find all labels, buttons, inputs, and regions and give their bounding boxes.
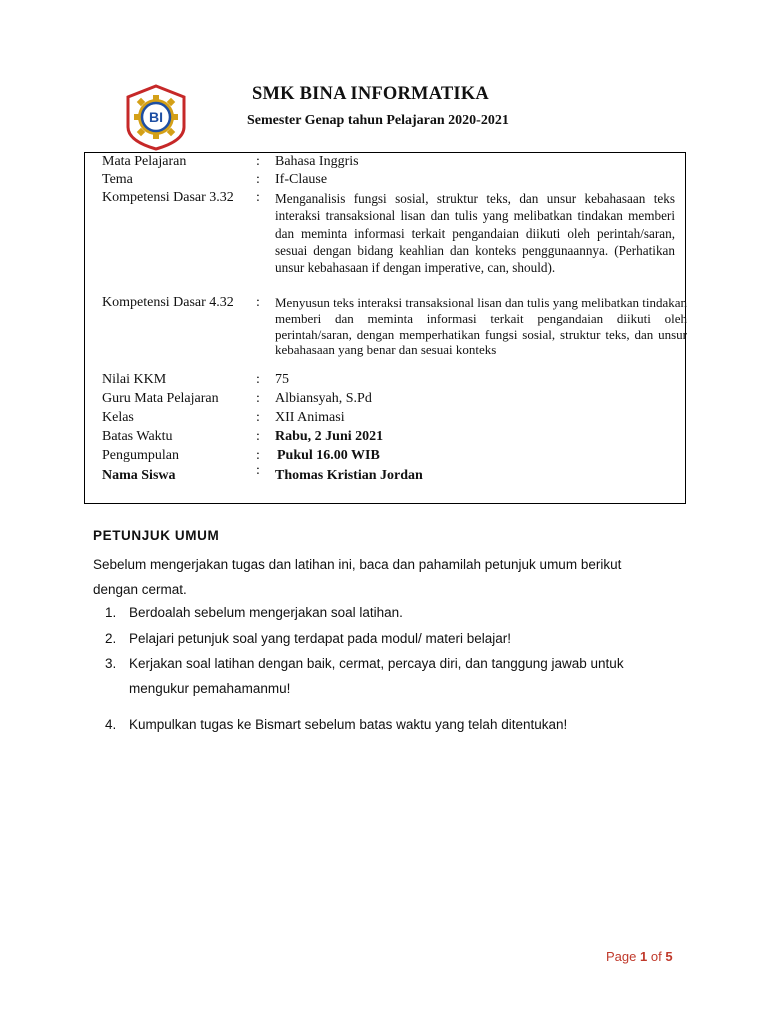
svg-text:BI: BI [149,109,163,125]
page-word: Page [606,949,637,964]
list-item-text: Kerjakan soal latihan dengan baik, cermat, percaya diri, dan tanggung jawab untuk mengukur pemahamanmu! [129,656,624,696]
info-value: If-Clause [275,172,328,187]
info-value: 75 [275,372,289,387]
instructions-title: PETUNJUK UMUM [93,528,220,543]
info-value: Albiansyah, S.Pd [275,391,372,406]
info-colon: : [256,429,260,444]
list-item-number: 2. [105,631,117,646]
list-item-text: Kumpulkan tugas ke Bismart sebelum batas waktu yang telah ditentukan! [129,717,568,732]
info-label: Mata Pelajaran [102,154,187,169]
info-label: Nama Siswa [102,468,176,483]
list-item-text: Berdoalah sebelum mengerjakan soal latihan. [129,605,403,620]
info-colon: : [256,172,260,187]
info-label: Kompetensi Dasar 4.32 [102,295,234,310]
info-colon: : [256,463,260,478]
info-label: Tema [102,172,133,187]
of-word: of [650,949,662,964]
info-value: Thomas Kristian Jordan [275,468,423,483]
list-item-number: 1. [105,605,117,620]
info-label: Nilai KKM [102,372,167,387]
info-colon: : [256,391,260,406]
info-colon: : [256,410,260,425]
info-label: Kompetensi Dasar 3.32 [102,190,234,205]
info-value: Menyusun teks interaksi transaksional lisan dan tulis yang melibatkan tindakan memberi dan meminta informasi terkait pengandaian diikuti oleh perintah/saran, dengan memperhatikan fungsi sosial, struktur teks, dan unsur kebahasaan yang benar dan sesuai konteks [275,295,687,358]
total-pages: 5 [665,949,673,964]
info-colon: : [256,372,260,387]
school-name: SMK BINA INFORMATIKA [252,84,489,104]
info-colon: : [256,295,260,310]
info-label: Guru Mata Pelajaran [102,391,219,406]
info-colon: : [256,190,260,205]
info-colon: : [256,154,260,169]
info-value: Pukul 16.00 WIB [277,448,380,463]
info-value: Rabu, 2 Juni 2021 [275,429,384,444]
current-page: 1 [640,949,648,964]
list-item-number: 4. [105,717,117,732]
page-number [606,949,673,964]
info-table [84,152,686,504]
info-label: Pengumpulan [102,448,179,463]
info-value: Menganalisis fungsi sosial, struktur teks, dan unsur kebahasaan teks interaksi transaksional lisan dan tulis yang melibatkan tindakan memberi dan meminta informasi terkait pengandaian diikuti oleh perintah/saran, sesuai dengan bidang keahlian dan konteks penggunaannya. (Perhatikan unsur kebahasaan if dengan imperative, can, should). [275,191,675,276]
list-item-text: Pelajari petunjuk soal yang terdapat pada modul/ materi belajar! [129,631,511,646]
semester-title: Semester Genap tahun Pelajaran 2020-2021 [247,113,509,128]
list-item-number: 3. [105,656,117,671]
info-value: XII Animasi [275,410,345,425]
instructions-intro: Sebelum mengerjakan tugas dan latihan ini, baca dan pahamilah petunjuk umum berikut dengan cermat. [93,557,622,597]
info-colon: : [256,448,260,463]
info-label: Kelas [102,410,134,425]
school-logo-icon [122,83,190,151]
info-value: Bahasa Inggris [275,154,359,169]
info-label: Batas Waktu [102,429,173,444]
